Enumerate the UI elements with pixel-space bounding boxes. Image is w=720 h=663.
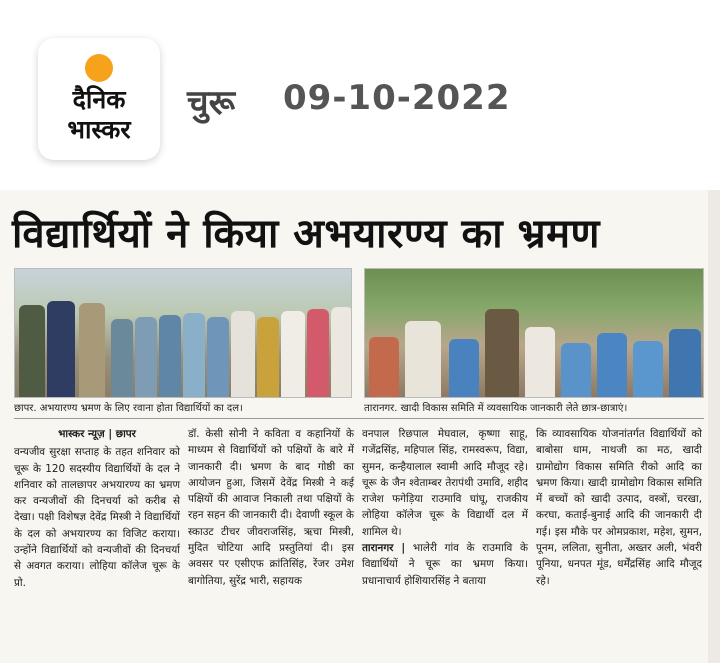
photo-sanctuary-group	[14, 268, 352, 398]
newspaper-clipping	[0, 190, 720, 663]
logo-line-2: भास्कर	[67, 115, 131, 144]
article-paragraph: वन्यजीव सुरक्षा सप्ताह के तहत शनिवार को चूरू के 120 सदस्यीय विद्यार्थियों के दल ने शनिवार को तालछापर अभयारण्य का भ्रमण कर वन्यजीवों की दिनचर्या को करीब से देखा। पक्षी विशेषज्ञ देवेंद्र मिस्त्री ने विद्यार्थियों के दल को अभयारण्य का विजिट कराया। उन्होंने विद्यार्थियों को वन्यजीवों की दिनचर्या से अवगत कराया। लोहिया कॉलेज चूरू के प्रो.	[14, 446, 180, 589]
location-mark: तारानगर |	[362, 542, 406, 555]
edition-date: 09-10-2022	[283, 78, 511, 118]
photo-caption: तारानगर. खादी विकास समिति में व्यवसायिक जानकारी लेते छात्र-छात्राएं।	[364, 403, 628, 414]
article-column	[362, 426, 528, 589]
sun-icon	[85, 54, 113, 82]
adjacent-clipping-edge	[708, 190, 720, 663]
article-paragraph	[362, 540, 528, 589]
city-name: चुरू	[187, 83, 236, 123]
page-header	[0, 0, 720, 190]
article-column	[14, 426, 180, 591]
article-column	[188, 426, 354, 589]
photo-caption: छापर. अभयारण्य भ्रमण के लिए रवाना होता विद्यार्थियों का दल।	[14, 403, 243, 414]
article-paragraph: कि व्यावसायिक योजनांतर्गत विद्यार्थियों को बाबोसा धाम, नाथजी का मठ, खादी ग्रामोद्योग विकास समिति रीको आदि का भ्रमण किया। खादी ग्रामोद्योग विकास समिति में बच्चों को खादी उत्पाद, वस्त्रों, चरखा, करघा, कताई-बुनाई आदि की जानकारी दी गई। इस मौके पर ओमप्रकाश, महेश, सुमन, पूनम, ललिता, सुनीता, अख्तर अली, भंवरी पूनिया, धनपत मूंड, धर्मेंद्रसिंह आदि मौजूद रहे।	[536, 428, 702, 587]
dainik-bhaskar-logo[interactable]	[38, 38, 160, 160]
article-column	[536, 426, 702, 589]
paragraph-text: भालेरी गांव के राउमावि के विद्यार्थियों ने चूरू का भ्रमण किया। प्रधानाचार्य होशियारसिंह ने बताया	[362, 542, 528, 587]
article-paragraph: डॉ. केसी सोनी ने कविता व कहानियों के माध्यम से विद्यार्थियों को पक्षियों के बारे में जानकारी दी। भ्रमण के बाद गोष्ठी का आयोजन हुआ, जिसमें देवेंद्र मिस्त्री ने कई पक्षियों की आवाज निकाली तथा पक्षियों के रहन सहन की जानकारी दी। देवाणी स्कूल के स्काउट टीचर जीवराजसिंह, ऋचा मिस्त्री, मुदित चोटिया आदि प्रस्तुतियां दी। इस अवसर पर एसीएफ क्रांतिसिंह, रेंजर उमेश बागोतिया, सुरेंद्र भारी, सहायक	[188, 428, 354, 587]
photo-khadi-samiti	[364, 268, 704, 398]
article-headline: विद्यार्थियों ने किया अभयारण्य का भ्रमण	[12, 211, 600, 257]
article-paragraph: वनपाल रिछपाल मेघवाल, कृष्णा साहू, गजेंद्रसिंह, महिपाल सिंह, रामस्वरूप, विद्या, सुमन, कन्हैयालाल स्वामी आदि मौजूद रहे। चूरू के जैन श्वेताम्बर तेरापंथी उमावि, शहीद राजेश फगेड़िया राउमावि घांघू, राजकीय लोहिया कॉलेज चूरू के विद्यार्थी दल में शामिल थे।	[362, 428, 528, 538]
logo-line-1: दैनिक	[72, 85, 126, 114]
article-dateline: भास्कर न्यूज़ | छापर	[58, 428, 136, 440]
divider	[14, 418, 704, 419]
